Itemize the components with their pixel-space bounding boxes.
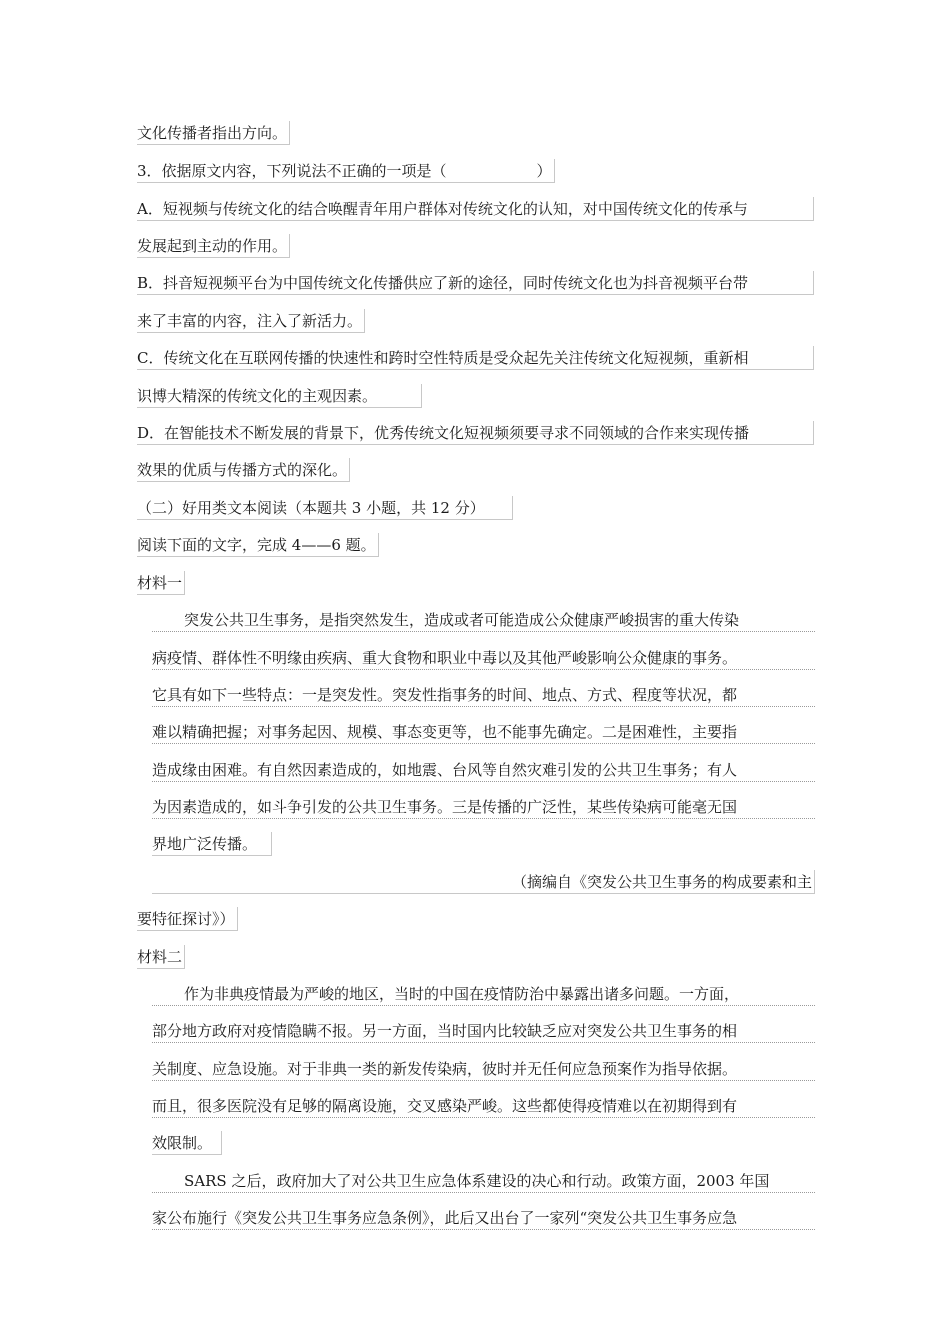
material-1-line: 它具有如下一些特点：一是突发性。突发性指事务的时间、地点、方式、程度等状况，都 xyxy=(152,683,815,707)
material-2-line: 而且，很多医院没有足够的隔离设施，交叉感染严峻。这些都使得疫情难以在初期得到有 xyxy=(152,1094,815,1118)
section-heading: （二）好用类文本阅读（本题共 3 小题，共 12 分） xyxy=(137,496,513,520)
option-d: D．在智能技术不断发展的背景下，优秀传统文化短视频须要寻求不同领域的合作来实现传播 xyxy=(137,421,814,445)
option-a-cont: 发展起到主动的作用。 xyxy=(137,234,290,258)
material-1-label: 材料一 xyxy=(137,571,185,595)
material-2-line: 家公布施行《突发公共卫生事务应急条例》，此后又出台了一家列“突发公共卫生事务应急 xyxy=(152,1206,815,1230)
material-1-line: 造成缘由困难。有自然因素造成的，如地震、台风等自然灾难引发的公共卫生事务；有人 xyxy=(152,758,815,782)
material-2-line: 效限制。 xyxy=(152,1131,222,1155)
material-1-para: 突发公共卫生事务，是指突然发生，造成或者可能造成公众健康严峻损害的重大传染 xyxy=(152,608,815,632)
option-d-cont: 效果的优质与传播方式的深化。 xyxy=(137,458,350,482)
material-2-para: SARS 之后，政府加大了对公共卫生应急体系建设的决心和行动。政策方面，2003 年国 xyxy=(152,1169,815,1193)
option-a: A．短视频与传统文化的结合唤醒青年用户群体对传统文化的认知，对中国传统文化的传承与 xyxy=(137,197,814,221)
material-1-line: 病疫情、群体性不明缘由疾病、重大食物和职业中毒以及其他严峻影响公众健康的事务。 xyxy=(152,646,815,670)
material-1-line: 为因素造成的，如斗争引发的公共卫生事务。三是传播的广泛性，某些传染病可能毫无国 xyxy=(152,795,815,819)
option-b: B．抖音短视频平台为中国传统文化传播供应了新的途径，同时传统文化也为抖音视频平台带 xyxy=(137,271,814,295)
material-1-line: 难以精确把握；对事务起因、规模、事态变更等，也不能事先确定。二是困难性，主要指 xyxy=(152,720,815,744)
option-c: C．传统文化在互联网传播的快速性和跨时空性特质是受众起先关注传统文化短视频，重新相 xyxy=(137,346,814,370)
text-line: 文化传播者指出方向。 xyxy=(137,121,290,145)
material-2-line: 关制度、应急设施。对于非典一类的新发传染病，彼时并无任何应急预案作为指导依据。 xyxy=(152,1057,815,1081)
material-2-label: 材料二 xyxy=(137,945,185,969)
material-2-line: 部分地方政府对疫情隐瞒不报。另一方面，当时国内比较缺乏应对突发公共卫生事务的相 xyxy=(152,1019,815,1043)
material-1-line: 界地广泛传播。 xyxy=(152,832,272,856)
question-3: 3．依据原文内容，下列说法不正确的一项是（ ） xyxy=(137,159,555,183)
option-b-cont: 来了丰富的内容，注入了新活力。 xyxy=(137,309,365,333)
instruction: 阅读下面的文字，完成 4——6 题。 xyxy=(137,533,379,557)
citation: （摘编自《突发公共卫生事务的构成要素和主 xyxy=(152,870,815,894)
option-c-cont: 识博大精深的传统文化的主观因素。 xyxy=(137,384,422,408)
citation-cont: 要特征探讨》） xyxy=(137,907,238,931)
material-2-para: 作为非典疫情最为严峻的地区，当时的中国在疫情防治中暴露出诸多问题。一方面， xyxy=(152,982,815,1006)
